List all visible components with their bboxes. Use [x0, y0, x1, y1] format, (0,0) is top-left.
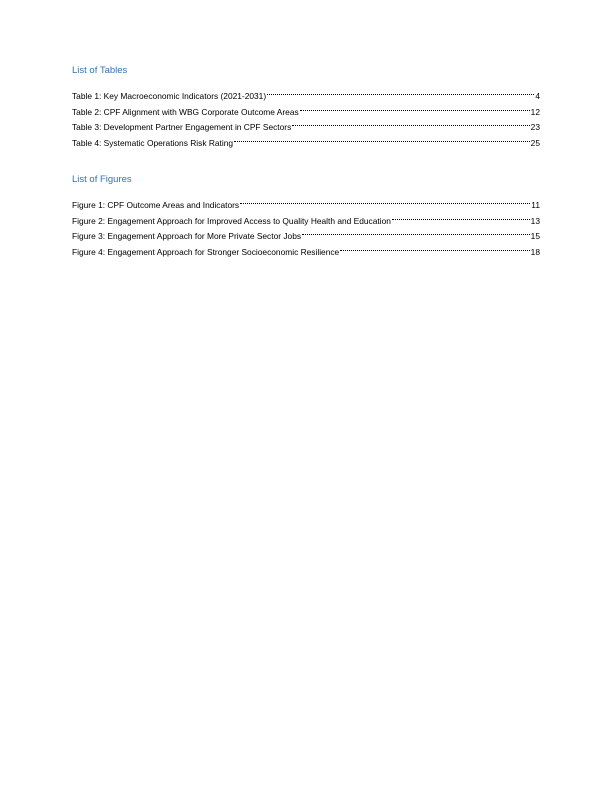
toc-entry-page-number: 13 [530, 215, 540, 226]
dot-leader [240, 193, 530, 208]
list-of-tables-entries [72, 84, 540, 146]
dot-leader [292, 115, 529, 130]
dot-leader [234, 130, 530, 145]
toc-entry-label: Figure 2: Engagement Approach for Improved Access to Quality Health and Education [72, 215, 391, 226]
list-of-tables-heading: List of Tables [72, 65, 128, 76]
toc-entry-page-number: 11 [531, 200, 540, 211]
toc-entry-label: Table 3: Development Partner Engagement in CPF Sectors [72, 122, 292, 133]
toc-entry-table-1[interactable] [72, 84, 540, 102]
toc-entry-label: Table 2: CPF Alignment with WBG Corporate Outcome Areas [72, 106, 299, 117]
toc-entry-figure-1[interactable] [72, 193, 540, 211]
toc-entry-label: Table 1: Key Macroeconomic Indicators (2021-2031) [72, 91, 267, 102]
dot-leader [392, 208, 530, 223]
toc-entry-page-number: 12 [530, 106, 540, 117]
toc-entry-label: Figure 3: Engagement Approach for More Private Sector Jobs [72, 231, 302, 242]
toc-entry-page-number: 4 [535, 91, 540, 102]
toc-entry-page-number: 25 [530, 137, 540, 148]
toc-entry-page-number: 23 [530, 122, 540, 133]
dot-leader [300, 99, 530, 114]
list-of-figures [72, 173, 540, 255]
list-of-figures-entries [72, 193, 540, 255]
list-of-figures-heading: List of Figures [72, 174, 132, 185]
dot-leader [340, 239, 529, 254]
toc-entry-label: Figure 4: Engagement Approach for Stronger Socioeconomic Resilience [72, 246, 340, 257]
toc-entry-label: Figure 1: CPF Outcome Areas and Indicators [72, 200, 240, 211]
dot-leader [267, 84, 534, 99]
list-of-tables [72, 64, 540, 146]
toc-entry-page-number: 18 [530, 246, 540, 257]
toc-entry-page-number: 15 [530, 231, 540, 242]
toc-entry-label: Table 4: Systematic Operations Risk Rating [72, 137, 234, 148]
dot-leader [302, 224, 530, 239]
